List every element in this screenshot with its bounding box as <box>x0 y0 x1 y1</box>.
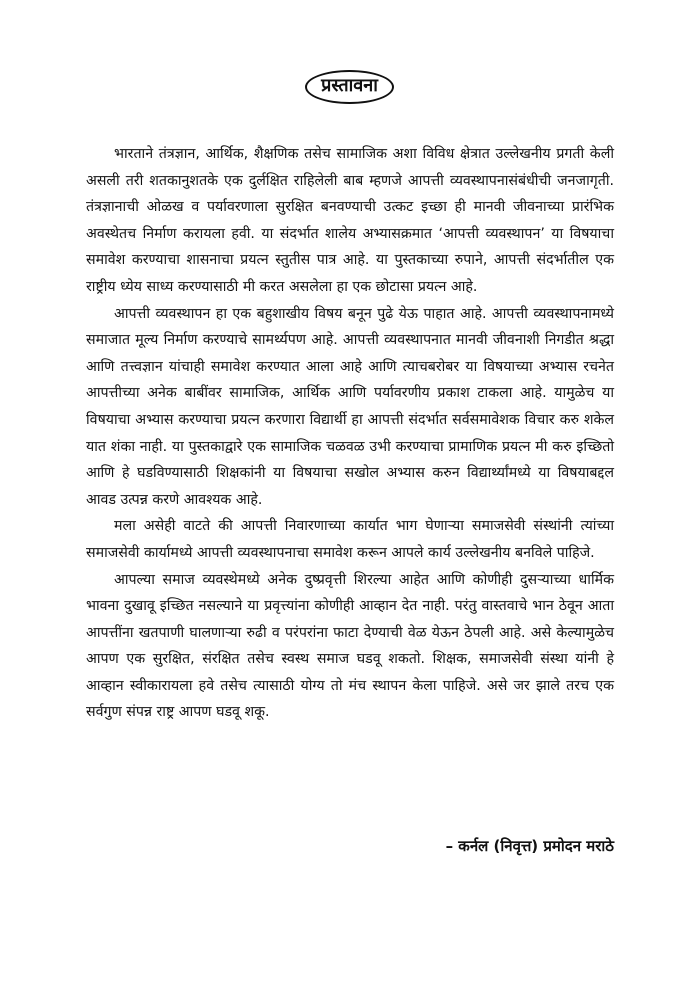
paragraph-1: भारताने तंत्रज्ञान, आर्थिक, शैक्षणिक तसेच सामाजिक अशा विविध क्षेत्रात उल्लेखनीय प्रगती केली असली तरी शतकानुशतके एक दुर्लक्षित राहिलेली बाब म्हणजे आपत्ती व्यवस्थापनासंबंधीची जनजागृती. तंत्रज्ञानाची ओळख व पर्यावरणाला सुरक्षित बनवण्याची उत्कट इच्छा ही मानवी जीवनाच्या प्रारंभिक अवस्थेतच निर्माण करायला हवी. या संदर्भात शालेय अभ्यासक्रमात ‘आपत्ती व्यवस्थापन’ या विषयाचा समावेश करण्याचा शासनाचा प्रयत्न स्तुतीस पात्र आहे. या पुस्तकाच्या रुपाने, आपत्ती संदर्भातील एक राष्ट्रीय ध्येय साध्य करण्यासाठी मी करत असलेला हा एक छोटासा प्रयत्न आहे. <box>86 146 614 295</box>
paragraph-2: आपत्ती व्यवस्थापन हा एक बहुशाखीय विषय बनून पुढे येऊ पाहात आहे. आपत्ती व्यवस्थापनामध्ये समाजात मूल्य निर्माण करण्याचे सामर्थ्यपण आहे. आपत्ती व्यवस्थापनात मानवी जीवनाशी निगडीत श्रद्धा आणि तत्त्वज्ञान यांचाही समावेश करण्यात आला आहे आणि त्याचबरोबर या विषयाच्या अभ्यास रचनेत आपत्तीच्या अनेक बाबींवर सामाजिक, आर्थिक आणि पर्यावरणीय प्रकाश टाकला आहे. यामुळेच या विषयाचा अभ्यास करण्याचा प्रयत्न करणारा विद्यार्थी हा आपत्ती संदर्भात सर्वसमावेशक विचार करु शकेल यात शंका नाही. या पुस्तकाद्वारे एक सामाजिक चळवळ उभी करण्याचा प्रामाणिक प्रयत्न मी करु इच्छितो आणि हे घडविण्यासाठी शिक्षकांनी या विषयाचा सखोल अभ्यास करुन विद्यार्थ्यांमध्ये या विषयाबद्दल आवड उत्पन्न करणे आवश्यक आहे. <box>86 305 614 508</box>
title-wrapper <box>0 70 699 104</box>
page-title: प्रस्तावना <box>305 70 394 104</box>
author-signature: – कर्नल (निवृत्त) प्रमोदन मराठे <box>445 837 614 855</box>
paragraph-4: आपल्या समाज व्यवस्थेमध्ये अनेक दुष्प्रवृत्ती शिरल्या आहेत आणि कोणीही दुसऱ्याच्या धार्मिक भावना दुखावू इच्छित नसल्याने या प्रवृत्त्यांना कोणीही आव्हान देत नाही. परंतु वास्तवाचे भान ठेवून आता आपत्तींना खतपाणी घालणाऱ्या रुढी व परंपरांना फाटा देण्याची वेळ येऊन ठेपली आहे. असे केल्यामुळेच आपण एक सुरक्षित, संरक्षित तसेच स्वस्थ समाज घडवू शकतो. शिक्षक, समाजसेवी संस्था यांनी हे आव्हान स्वीकारायला हवे तसेच त्यासाठी योग्य तो मंच स्थापन केला पाहिजे. असे जर झाले तरच एक सर्वगुण संपन्न राष्ट्र आपण घडवू शकू. <box>86 571 614 721</box>
preface-body <box>86 141 614 726</box>
paragraph-3: मला असेही वाटते की आपत्ती निवारणाच्या कार्यात भाग घेणाऱ्या समाजसेवी संस्थांनी त्यांच्या समाजसेवी कार्यामध्ये आपत्ती व्यवस्थापनाचा समावेश करून आपले कार्य उल्लेखनीय बनविले पाहिजे. <box>86 518 614 561</box>
